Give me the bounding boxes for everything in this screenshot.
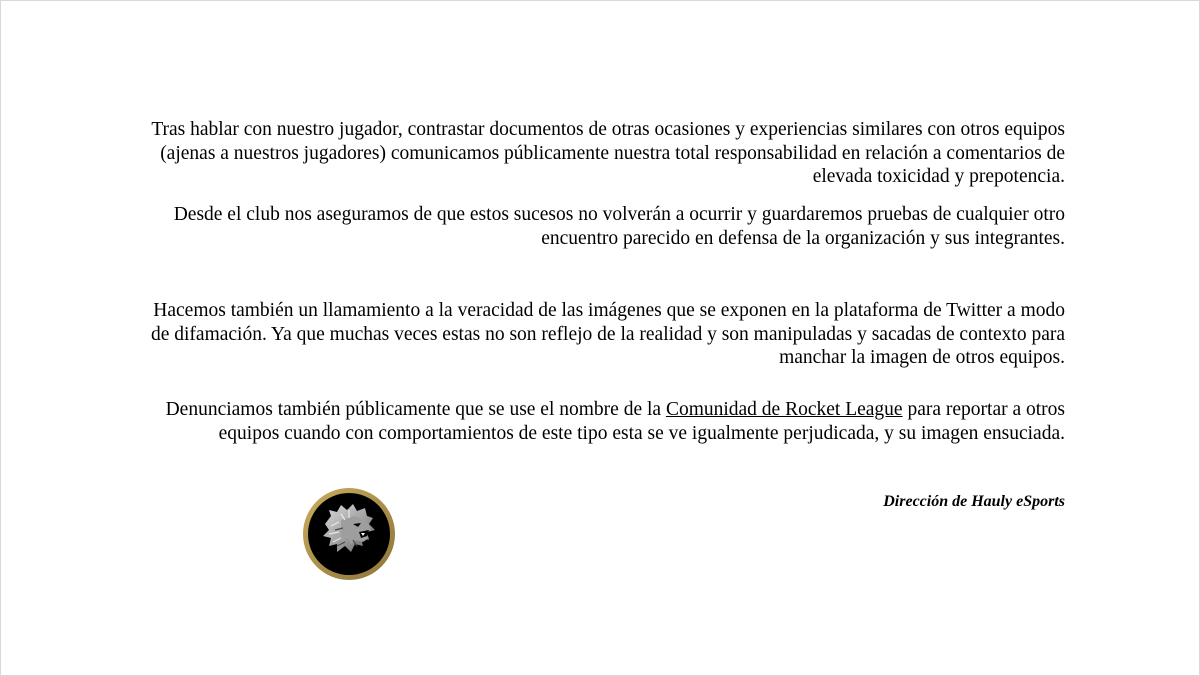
hauly-logo: [301, 486, 397, 582]
paragraph-4-tail: para reportar a otros equipos cuando con comportamientos de este tipo esta se ve igualmente perjudicada, y su imagen ensuciada.: [218, 399, 1065, 444]
rocket-league-community-link[interactable]: Comunidad de Rocket League: [665, 399, 903, 420]
paragraph-3-text: Hacemos también un llamamiento a la veracidad de las imágenes que se exponen en la plataforma de Twitter a modo de difamación. Ya que muchas veces estas no son reflejo de la realidad y son manipuladas y sacadas de contexto para manchar la imagen de otros equipos.: [150, 300, 1065, 368]
statement-paragraph-1: [131, 118, 1065, 189]
signature: Dirección de Hauly eSports: [883, 493, 1065, 510]
paragraph-1-text: Tras hablar con nuestro jugador, contrastar documentos de otras ocasiones y experiencias similares con otros equipos (ajenas a nuestros jugadores) comunicamos públicamente nuestra total responsabilidad en relación a comentarios de elevada toxicidad y prepotencia.: [151, 119, 1065, 187]
statement-paragraph-2: [131, 203, 1065, 250]
paragraph-2-text: Desde el club nos aseguramos de que estos sucesos no volverán a ocurrir y guardaremos pruebas de cualquier otro encuentro parecido en defensa de la organización y sus integrantes.: [173, 204, 1065, 249]
lion-head-icon: [301, 486, 397, 582]
paragraph-4-lead: Denunciamos también públicamente que se use el nombre de la: [165, 399, 666, 420]
statement-paragraph-4: [131, 398, 1065, 445]
statement-paragraph-3: [131, 299, 1065, 370]
paragraph-4-text: [131, 398, 1065, 445]
